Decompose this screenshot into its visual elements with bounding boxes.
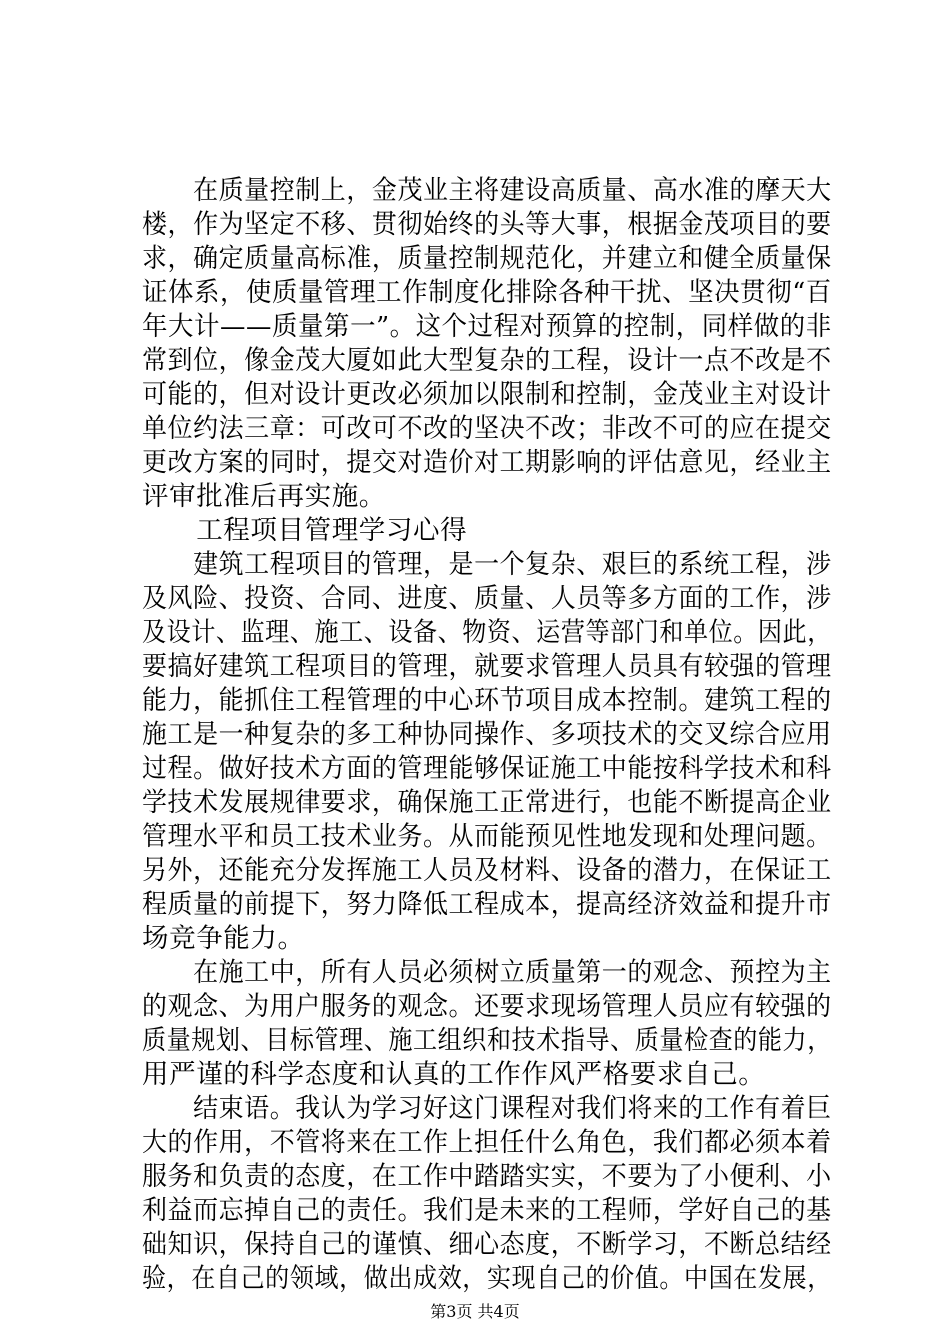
text-line: 更改方案的同时，提交对造价对工期影响的评估意见，经业主 xyxy=(142,447,832,478)
text-line: 学技术发展规律要求，确保施工正常进行，也能不断提高企业 xyxy=(142,787,832,818)
text-line: 利益而忘掉自己的责任。我们是未来的工程师，学好自己的基 xyxy=(142,1195,832,1226)
text-line: 在质量控制上，金茂业主将建设高质量、高水准的摩天大 xyxy=(142,175,832,206)
text-line: 证体系，使质量管理工作制度化排除各种干扰、坚决贯彻“百 xyxy=(142,277,832,308)
text-line: 另外，还能充分发挥施工人员及材料、设备的潜力，在保证工 xyxy=(142,855,832,886)
text-line: 用严谨的科学态度和认真的工作作风严格要求自己。 xyxy=(142,1059,766,1090)
text-line: 结束语。我认为学习好这门课程对我们将来的工作有着巨 xyxy=(142,1093,832,1124)
text-line: 年大计——质量第一”。这个过程对预算的控制，同样做的非 xyxy=(142,311,832,342)
text-line: 及风险、投资、合同、进度、质量、人员等多方面的工作，涉 xyxy=(142,583,832,614)
text-line: 评审批准后再实施。 xyxy=(142,481,386,512)
text-line: 程质量的前提下，努力降低工程成本，提高经济效益和提升市 xyxy=(142,889,832,920)
text-line: 在施工中，所有人员必须树立质量第一的观念、预控为主 xyxy=(142,957,832,988)
text-line: 的观念、为用户服务的观念。还要求现场管理人员应有较强的 xyxy=(142,991,832,1022)
text-line: 可能的，但对设计更改必须加以限制和控制，金茂业主对设计 xyxy=(142,379,832,410)
text-line: 楼，作为坚定不移、贯彻始终的头等大事，根据金茂项目的要 xyxy=(142,209,832,240)
text-line: 大的作用，不管将来在工作上担任什么角色，我们都必须本着 xyxy=(142,1127,832,1158)
text-line: 础知识，保持自己的谨慎、细心态度，不断学习，不断总结经 xyxy=(142,1229,832,1260)
text-line: 施工是一种复杂的多工种协同操作、多项技术的交叉综合应用 xyxy=(142,719,832,750)
page-footer: 第3页 共4页 xyxy=(430,1302,520,1321)
text-line: 建筑工程项目的管理，是一个复杂、艰巨的系统工程，涉 xyxy=(142,549,832,580)
text-line: 管理水平和员工技术业务。从而能预见性地发现和处理问题。 xyxy=(142,821,832,852)
text-line: 过程。做好技术方面的管理能够保证施工中能按科学技术和科 xyxy=(142,753,832,784)
text-line: 要搞好建筑工程项目的管理，就要求管理人员具有较强的管理 xyxy=(142,651,832,682)
text-line: 服务和负责的态度，在工作中踏踏实实，不要为了小便利、小 xyxy=(142,1161,832,1192)
text-line: 及设计、监理、施工、设备、物资、运营等部门和单位。因此， xyxy=(142,617,832,648)
text-line: 质量规划、目标管理、施工组织和技术指导、质量检查的能力， xyxy=(142,1025,832,1056)
text-line: 验，在自己的领域，做出成效，实现自己的价值。中国在发展， xyxy=(142,1263,832,1294)
section-heading: 工程项目管理学习心得 xyxy=(142,515,468,546)
text-line: 常到位，像金茂大厦如此大型复杂的工程，设计一点不改是不 xyxy=(142,345,832,376)
text-line: 单位约法三章：可改可不改的坚决不改；非改不可的应在提交 xyxy=(142,413,832,444)
text-line: 场竞争能力。 xyxy=(142,923,305,954)
text-line: 能力，能抓住工程管理的中心环节项目成本控制。建筑工程的 xyxy=(142,685,832,716)
text-line: 求，确定质量高标准，质量控制规范化，并建立和健全质量保 xyxy=(142,243,832,274)
